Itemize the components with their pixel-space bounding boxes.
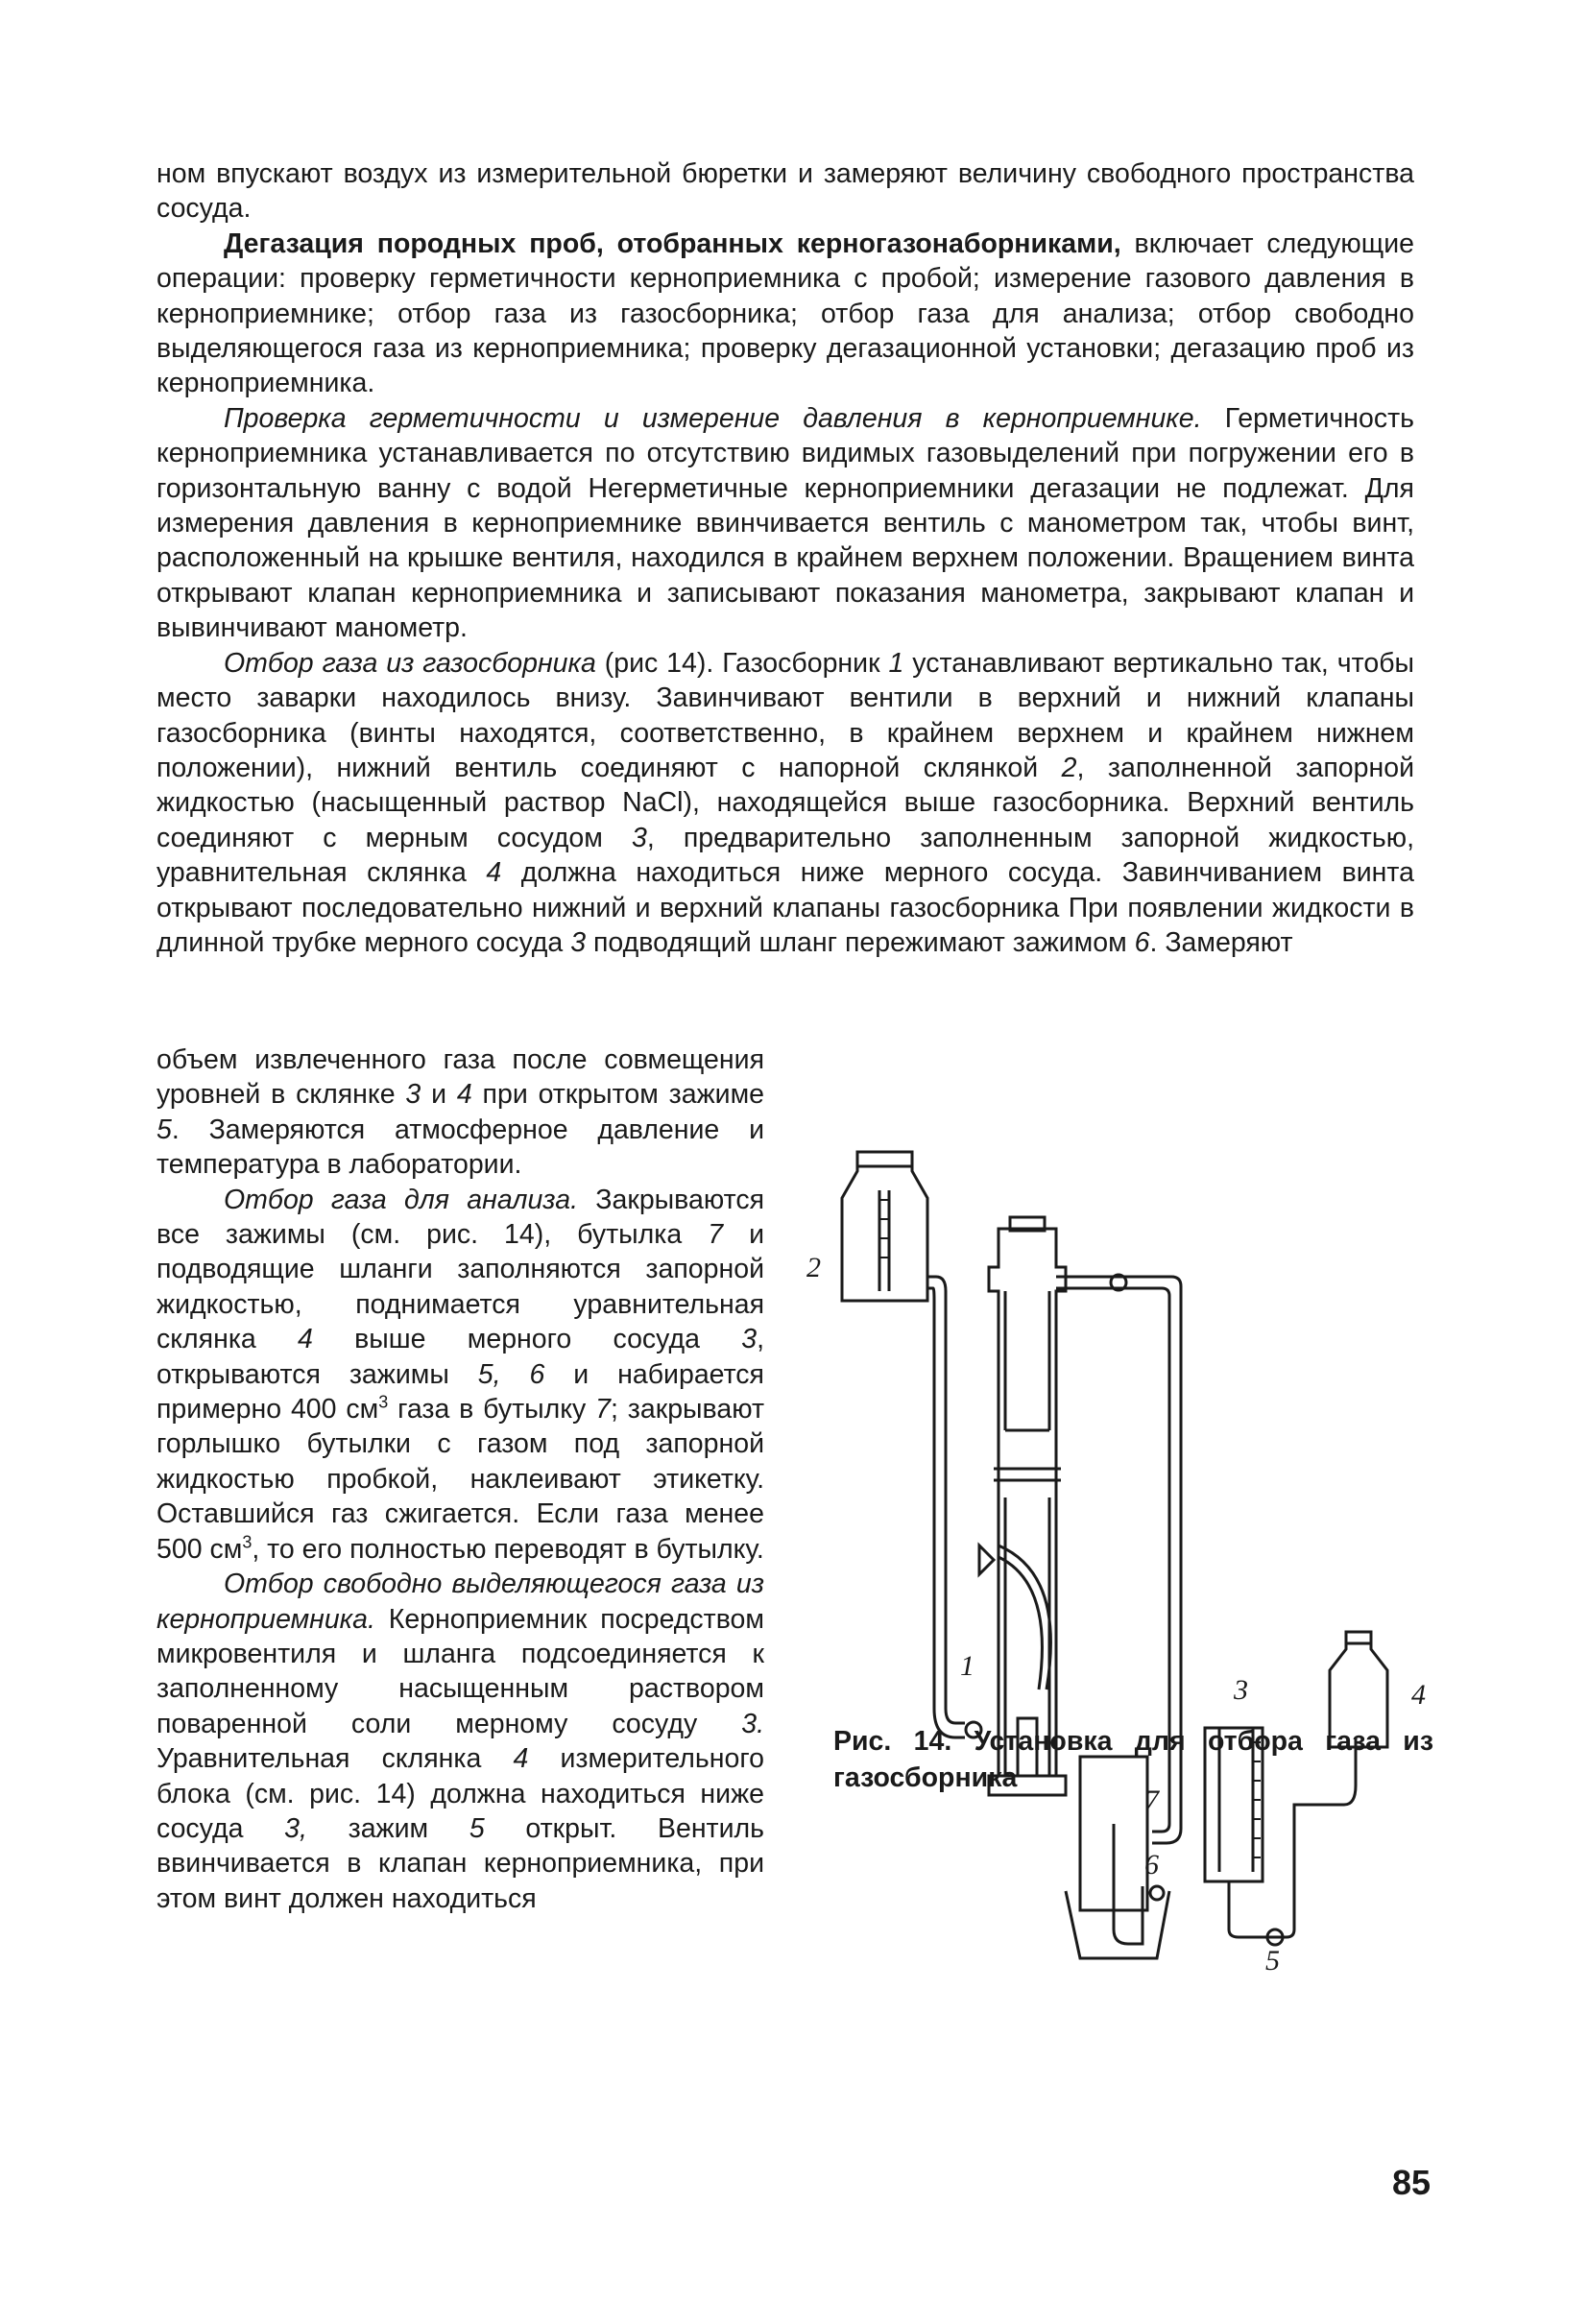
check-heading: Проверка герметичности и измерение давления в керноприемнике.	[224, 402, 1202, 434]
text-span: Закрываются все зажимы (см. рис. 14), бутылка	[156, 1184, 764, 1251]
text-span: газа в бутылку	[388, 1394, 596, 1426]
ref-number: 5, 6	[477, 1358, 545, 1390]
check-text: Герметичность керноприемника устанавливается по отсутствию видимых газовыделений при погружении его в горизонтальную ванну с водой Негерметичные керноприемники дегазации не подлежат. Для измерения давления в керноприемнике ввинчивается вентиль с манометром так, чтобы винт, расположенный на крышке вентиля, находился в крайнем верхнем положении. Вращением винта открывают клапан керноприемника и записывают показания манометра, закрывают клапан и вывинчивают манометр.	[156, 402, 1414, 644]
superscript: 3	[242, 1532, 253, 1552]
free-gas-heading: Отбор свободно выделяющегося газа из керноприемника.	[156, 1569, 764, 1635]
ref-number: 7	[708, 1219, 724, 1251]
paragraph-collector-cont	[156, 1042, 764, 1183]
label-5: 5	[1265, 1945, 1280, 1977]
ref-number: 3.	[741, 1708, 764, 1739]
text-span: . Замеряются атмосферное давление и температура в лаборатории.	[156, 1114, 764, 1181]
ref-number: 3	[741, 1324, 758, 1355]
paragraph-check	[156, 401, 1414, 646]
text-span: . Замеряют	[1149, 926, 1293, 958]
pressure-bottle-2	[842, 1152, 927, 1301]
text-span: и	[421, 1079, 457, 1111]
text-block-left-column	[156, 1042, 764, 1916]
analysis-heading: Отбор газа для анализа.	[224, 1184, 578, 1215]
text-span: устанавливают вертикально так, чтобы место заварки находилось внизу. Завинчивают вентили в верхний и нижний клапаны газосборника (винты находятся, соответственно, в крайнем верхнем и крайнем нижнем положении), нижний вентиль соединяют с напорной склянкой	[156, 647, 1415, 783]
text-span: открыт. Вентиль ввинчивается в клапан керноприемника, при этом винт должен находиться	[156, 1812, 765, 1914]
text-span: и подводящие шланги заполняются запорной жидкостью, поднимается уравнительная склянка	[156, 1219, 764, 1355]
clamp-6	[1150, 1886, 1164, 1900]
paragraph-analysis	[156, 1183, 764, 1567]
text-block-top	[156, 156, 1414, 960]
ref-number: 5	[156, 1114, 172, 1145]
text-span: , заполненной запорной жидкостью (насыщенный раствор NaCl), находящейся выше газосборника. Верхний вентиль соединяют с мерным сосудом	[156, 752, 1415, 853]
ref-number: 5	[469, 1812, 485, 1844]
superscript: 3	[378, 1392, 389, 1412]
text-span: подводящий шланг пережимают зажимом	[586, 926, 1135, 958]
page-number: 85	[1392, 2163, 1432, 2202]
ref-number: 2	[1061, 752, 1077, 783]
collector-side-valve	[979, 1545, 994, 1574]
ref-number: 3,	[284, 1812, 307, 1844]
text-span: должна находиться ниже мерного сосуда. Завинчиванием винта открывают последовательно нижний и верхний клапаны газосборника При появлении жидкости в длинной трубке мерного сосуда	[156, 857, 1414, 958]
label-3: 3	[1234, 1674, 1248, 1706]
paragraph-intro: ном впускают воздух из измерительной бюретки и замеряют величину свободного пространства сосуда.	[156, 158, 1414, 225]
text-span: объем извлеченного газа после совмещения уровней в склянке	[156, 1044, 764, 1111]
text-span: Уравнительная склянка	[156, 1743, 514, 1775]
label-1: 1	[960, 1650, 974, 1682]
ref-number: 4	[456, 1079, 472, 1111]
paragraph-degassing	[156, 227, 1414, 401]
label-2: 2	[806, 1252, 821, 1283]
vessel-3-bottom-hose	[1229, 1805, 1306, 1937]
gas-collector-1	[989, 1229, 1066, 1776]
text-span: зажим	[306, 1812, 469, 1844]
degassing-heading: Дегазация породных проб, отобранных керногазонаборниками,	[224, 228, 1121, 259]
text-span: измерительного блока (см. рис. 14) должна находиться ниже сосуда	[156, 1743, 764, 1844]
ref-number: 4	[298, 1324, 313, 1355]
text-span: выше мерного сосуда	[312, 1324, 742, 1355]
collector-heading: Отбор газа из газосборника	[224, 647, 596, 679]
ref-number: 3	[631, 822, 647, 853]
label-7: 7	[1144, 1785, 1159, 1816]
text-span: Керноприемник посредством микровентиля и шланга подсоединяется к заполненному насыщенным раствором поваренной соли мерному сосуду	[156, 1603, 764, 1739]
paragraph-free-gas	[156, 1567, 764, 1916]
text-span: , то его полностью переводят в бутылку.	[252, 1533, 764, 1565]
text-span: ; закрывают горлышко бутылки с газом под запорной жидкостью пробкой, наклеивают этикетку. Оставшийся газ сжигается. Если газа менее 500 см	[156, 1394, 765, 1565]
ref-number: 6	[1134, 926, 1150, 958]
ref-number: 3	[405, 1079, 421, 1111]
degassing-text: включает следующие операции: проверку герметичности керноприемника с пробой; измерение газового давления в керноприемнике; отбор газа из газосборника; отбор газа для анализа; отбор свободно выделяющегося газа из керноприемника; проверку дегазационной установки; дегазацию проб из керноприемника.	[156, 228, 1414, 399]
ref-number: 7	[595, 1394, 612, 1426]
ref-number: 1	[888, 647, 904, 679]
ref-number: 3	[570, 926, 587, 958]
text-span: (рис 14). Газосборник	[595, 647, 889, 679]
label-4: 4	[1411, 1679, 1426, 1711]
label-6: 6	[1144, 1849, 1159, 1881]
text-span: , предварительно заполненным запорной жидкостью, уравнительная склянка	[156, 822, 1414, 889]
text-span: и набирается примерно 400 см	[156, 1358, 764, 1426]
ref-number: 4	[513, 1743, 529, 1775]
figure-caption: Рис. 14. Установка для отбора газа из газосборника	[833, 1726, 1433, 1793]
paragraph-collector	[156, 646, 1414, 961]
ref-number: 4	[486, 857, 502, 889]
text-span: при открытом зажиме	[471, 1079, 765, 1111]
bottle-7-inlet	[1114, 1824, 1143, 1944]
text-span: , открываются зажимы	[156, 1324, 764, 1390]
